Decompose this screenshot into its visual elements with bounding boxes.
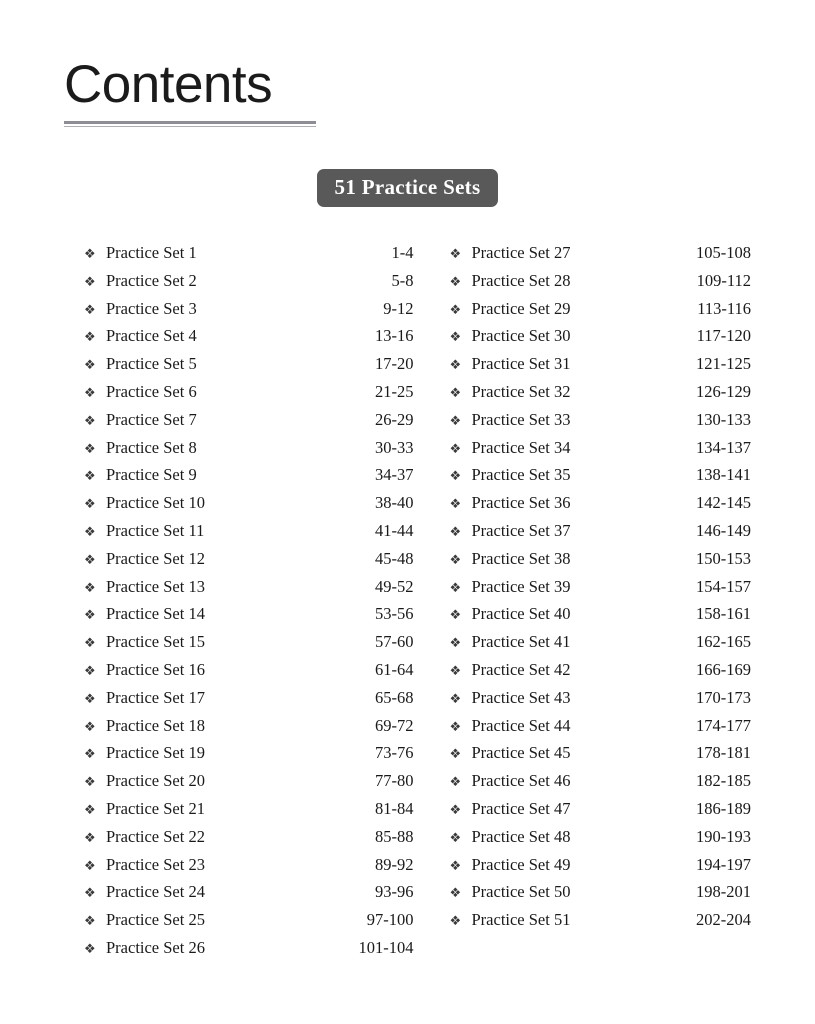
toc-entry-pages: 162-165: [696, 632, 751, 652]
toc-entry-label: Practice Set 19: [106, 743, 205, 763]
toc-entry-pages: 38-40: [375, 493, 414, 513]
toc-entry[interactable]: [450, 632, 760, 660]
toc-entry-label: Practice Set 18: [106, 715, 205, 735]
toc-entry-label: Practice Set 42: [471, 659, 571, 679]
toc-entry[interactable]: [84, 410, 422, 438]
toc-entry[interactable]: [84, 716, 422, 744]
toc-entry-pages: 77-80: [375, 771, 414, 791]
diamond-bullet-icon: ❖: [84, 635, 96, 651]
toc-entry[interactable]: [84, 493, 422, 521]
toc-entry-pages: 202-204: [696, 910, 751, 930]
toc-entry[interactable]: [450, 271, 760, 299]
toc-entry-label: Practice Set 39: [471, 576, 571, 596]
diamond-bullet-icon: ❖: [449, 662, 462, 678]
toc-entry-pages: 73-76: [375, 743, 414, 763]
toc-entry-label: Practice Set 26: [106, 937, 205, 957]
toc-entry-pages: 65-68: [375, 687, 414, 707]
diamond-bullet-icon: ❖: [84, 329, 96, 345]
toc-entry-label: Practice Set 29: [471, 298, 571, 318]
toc-entry[interactable]: [450, 438, 760, 466]
toc-entry-pages: 45-48: [375, 548, 414, 568]
toc-entry-label: Practice Set 46: [471, 771, 571, 791]
toc-entry[interactable]: [450, 771, 760, 799]
diamond-bullet-icon: ❖: [449, 857, 462, 873]
diamond-bullet-icon: ❖: [449, 690, 462, 706]
diamond-bullet-icon: ❖: [84, 857, 96, 873]
toc-entry-pages: 186-189: [696, 798, 751, 818]
diamond-bullet-icon: ❖: [84, 579, 96, 595]
toc-entry[interactable]: [450, 354, 760, 382]
toc-entry-pages: 150-153: [696, 548, 751, 568]
page-title: Contents: [64, 55, 273, 114]
diamond-bullet-icon: ❖: [449, 774, 462, 790]
diamond-bullet-icon: ❖: [449, 885, 462, 901]
toc-entry[interactable]: [84, 632, 422, 660]
toc-entry-label: Practice Set 37: [471, 520, 571, 540]
toc-entry[interactable]: [84, 243, 422, 271]
diamond-bullet-icon: ❖: [449, 246, 462, 261]
toc-entry-label: Practice Set 16: [106, 659, 205, 679]
toc-entry[interactable]: [84, 549, 422, 577]
toc-entry-pages: 170-173: [696, 687, 751, 707]
diamond-bullet-icon: ❖: [449, 607, 462, 623]
toc-entry-pages: 178-181: [696, 743, 751, 763]
toc-entry-pages: 101-104: [358, 937, 414, 957]
table-of-contents: [0, 243, 815, 966]
toc-entry-pages: 93-96: [375, 882, 414, 902]
toc-entry[interactable]: [450, 410, 760, 438]
diamond-bullet-icon: ❖: [449, 496, 462, 512]
diamond-bullet-icon: ❖: [84, 523, 96, 539]
toc-entry[interactable]: [450, 521, 760, 549]
toc-entry[interactable]: [84, 660, 422, 688]
toc-entry-pages: 1-4: [391, 243, 414, 262]
toc-entry-pages: 117-120: [696, 326, 751, 346]
toc-entry[interactable]: [84, 799, 422, 827]
section-heading-badge: 51 Practice Sets: [317, 169, 499, 207]
toc-entry-pages: 138-141: [696, 465, 751, 485]
diamond-bullet-icon: ❖: [84, 746, 96, 762]
toc-entry-label: Practice Set 15: [106, 632, 205, 652]
diamond-bullet-icon: ❖: [449, 273, 462, 289]
diamond-bullet-icon: ❖: [449, 718, 462, 734]
toc-entry[interactable]: [450, 855, 760, 883]
title-block: [0, 0, 815, 127]
diamond-bullet-icon: ❖: [449, 384, 462, 400]
toc-entry-pages: 134-137: [696, 437, 751, 457]
toc-entry-label: Practice Set 17: [106, 687, 205, 707]
toc-entry-pages: 49-52: [375, 576, 414, 596]
toc-entry-label: Practice Set 4: [106, 326, 197, 346]
toc-entry[interactable]: [450, 827, 760, 855]
title-underline-thin: [64, 126, 316, 127]
toc-entry-pages: 89-92: [375, 854, 414, 874]
toc-entry-pages: 57-60: [375, 632, 414, 652]
toc-entry-label: Practice Set 22: [106, 826, 205, 846]
diamond-bullet-icon: ❖: [84, 246, 96, 261]
toc-column-right: [422, 243, 760, 966]
toc-entry[interactable]: [450, 299, 760, 327]
toc-entry[interactable]: [84, 271, 422, 299]
toc-entry-label: Practice Set 28: [471, 270, 571, 290]
title-underline: [64, 121, 316, 127]
diamond-bullet-icon: ❖: [449, 829, 462, 845]
toc-entry-pages: 158-161: [696, 604, 751, 624]
toc-entry-pages: 41-44: [375, 520, 414, 540]
diamond-bullet-icon: ❖: [84, 885, 96, 901]
toc-entry-pages: 182-185: [696, 771, 751, 791]
toc-entry[interactable]: [84, 882, 422, 910]
diamond-bullet-icon: ❖: [84, 440, 96, 456]
toc-entry-label: Practice Set 24: [106, 882, 205, 902]
toc-entry[interactable]: [450, 882, 760, 910]
toc-entry-label: Practice Set 9: [106, 465, 197, 485]
toc-entry-pages: 26-29: [375, 409, 414, 429]
toc-entry[interactable]: [84, 521, 422, 549]
toc-entry-label: Practice Set 23: [106, 854, 205, 874]
toc-entry[interactable]: [450, 910, 760, 938]
section-heading-row: [0, 169, 815, 207]
toc-entry[interactable]: [450, 465, 760, 493]
toc-entry-pages: 105-108: [696, 243, 751, 262]
toc-entry-label: Practice Set 36: [471, 493, 571, 513]
diamond-bullet-icon: ❖: [84, 718, 96, 734]
toc-entry[interactable]: [84, 604, 422, 632]
toc-entry-pages: 194-197: [696, 854, 751, 874]
toc-entry-label: Practice Set 14: [106, 604, 205, 624]
toc-entry-label: Practice Set 51: [471, 910, 571, 930]
toc-entry[interactable]: [84, 326, 422, 354]
diamond-bullet-icon: ❖: [449, 468, 462, 484]
diamond-bullet-icon: ❖: [84, 468, 96, 484]
toc-entry-pages: 174-177: [696, 715, 751, 735]
diamond-bullet-icon: ❖: [449, 412, 462, 428]
toc-entry[interactable]: [450, 743, 760, 771]
toc-entry-label: Practice Set 50: [471, 882, 571, 902]
diamond-bullet-icon: ❖: [449, 301, 462, 317]
toc-entry-pages: 13-16: [375, 326, 414, 346]
toc-entry-pages: 113-116: [697, 298, 751, 318]
toc-entry-label: Practice Set 40: [471, 604, 571, 624]
toc-entry[interactable]: [450, 326, 760, 354]
toc-entry-label: Practice Set 45: [471, 743, 571, 763]
toc-entry-label: Practice Set 27: [471, 243, 571, 262]
toc-entry-label: Practice Set 1: [106, 243, 197, 262]
toc-entry-label: Practice Set 13: [106, 576, 205, 596]
diamond-bullet-icon: ❖: [449, 913, 462, 929]
diamond-bullet-icon: ❖: [84, 273, 96, 289]
diamond-bullet-icon: ❖: [449, 635, 462, 651]
toc-entry-pages: 21-25: [375, 381, 414, 401]
toc-entry-label: Practice Set 33: [471, 409, 571, 429]
toc-entry-label: Practice Set 12: [106, 548, 205, 568]
diamond-bullet-icon: ❖: [449, 746, 462, 762]
toc-entry[interactable]: [84, 438, 422, 466]
diamond-bullet-icon: ❖: [84, 384, 96, 400]
toc-entry-pages: 126-129: [696, 381, 751, 401]
toc-entry-label: Practice Set 21: [106, 798, 205, 818]
toc-entry[interactable]: [84, 382, 422, 410]
toc-entry[interactable]: [84, 743, 422, 771]
diamond-bullet-icon: ❖: [84, 774, 96, 790]
toc-entry-pages: 53-56: [375, 604, 414, 624]
diamond-bullet-icon: ❖: [84, 690, 96, 706]
diamond-bullet-icon: ❖: [449, 551, 462, 567]
toc-entry-label: Practice Set 6: [106, 381, 197, 401]
toc-entry-label: Practice Set 8: [106, 437, 197, 457]
diamond-bullet-icon: ❖: [84, 801, 96, 817]
toc-entry-pages: 146-149: [696, 520, 751, 540]
diamond-bullet-icon: ❖: [84, 662, 96, 678]
toc-entry-pages: 130-133: [696, 409, 751, 429]
toc-entry-pages: 109-112: [696, 270, 751, 290]
diamond-bullet-icon: ❖: [84, 551, 96, 567]
toc-entry-label: Practice Set 10: [106, 493, 205, 513]
diamond-bullet-icon: ❖: [449, 801, 462, 817]
diamond-bullet-icon: ❖: [84, 412, 96, 428]
toc-entry[interactable]: [450, 688, 760, 716]
toc-entry-pages: 9-12: [383, 298, 414, 318]
diamond-bullet-icon: ❖: [84, 301, 96, 317]
toc-entry-pages: 61-64: [375, 659, 414, 679]
toc-entry[interactable]: [450, 660, 760, 688]
diamond-bullet-icon: ❖: [84, 496, 96, 512]
toc-entry-label: Practice Set 49: [471, 854, 571, 874]
toc-entry-label: Practice Set 2: [106, 270, 197, 290]
toc-entry-label: Practice Set 47: [471, 798, 571, 818]
toc-entry-label: Practice Set 31: [471, 354, 571, 374]
toc-entry-pages: 97-100: [366, 910, 414, 930]
toc-entry[interactable]: [84, 938, 422, 966]
diamond-bullet-icon: ❖: [449, 523, 462, 539]
toc-entry-label: Practice Set 34: [471, 437, 571, 457]
toc-entry[interactable]: [84, 577, 422, 605]
toc-entry-pages: 154-157: [696, 576, 751, 596]
toc-entry-pages: 85-88: [375, 826, 414, 846]
toc-entry-label: Practice Set 48: [471, 826, 571, 846]
toc-entry-pages: 34-37: [375, 465, 414, 485]
toc-entry-label: Practice Set 44: [471, 715, 571, 735]
toc-entry[interactable]: [84, 910, 422, 938]
toc-entry[interactable]: [450, 382, 760, 410]
toc-entry-label: Practice Set 3: [106, 298, 197, 318]
toc-entry-label: Practice Set 20: [106, 771, 205, 791]
toc-entry[interactable]: [84, 688, 422, 716]
toc-entry[interactable]: [450, 493, 760, 521]
toc-entry-label: Practice Set 35: [471, 465, 571, 485]
toc-entry-pages: 81-84: [375, 798, 414, 818]
toc-entry-label: Practice Set 41: [471, 632, 571, 652]
toc-entry-pages: 69-72: [375, 715, 414, 735]
diamond-bullet-icon: ❖: [449, 329, 462, 345]
toc-entry[interactable]: [84, 827, 422, 855]
diamond-bullet-icon: ❖: [84, 357, 96, 373]
toc-entry[interactable]: [450, 799, 760, 827]
toc-entry-pages: 190-193: [696, 826, 751, 846]
toc-entry[interactable]: [450, 716, 760, 744]
diamond-bullet-icon: ❖: [84, 940, 96, 956]
toc-entry-label: Practice Set 32: [471, 381, 571, 401]
toc-entry-pages: 121-125: [696, 354, 751, 374]
toc-entry-pages: 5-8: [391, 270, 414, 290]
diamond-bullet-icon: ❖: [84, 607, 96, 623]
toc-entry[interactable]: [84, 771, 422, 799]
toc-column-left: [84, 243, 422, 966]
toc-entry[interactable]: [450, 604, 760, 632]
toc-entry[interactable]: [84, 354, 422, 382]
toc-entry-label: Practice Set 43: [471, 687, 571, 707]
toc-entry-pages: 198-201: [696, 882, 751, 902]
toc-entry-label: Practice Set 38: [471, 548, 571, 568]
title-underline-thick: [64, 121, 316, 124]
diamond-bullet-icon: ❖: [449, 579, 462, 595]
toc-entry-pages: 30-33: [375, 437, 414, 457]
toc-entry-label: Practice Set 25: [106, 910, 205, 930]
toc-entry[interactable]: [84, 465, 422, 493]
toc-entry-label: Practice Set 11: [106, 520, 205, 540]
diamond-bullet-icon: ❖: [84, 829, 96, 845]
toc-entry[interactable]: [450, 577, 760, 605]
diamond-bullet-icon: ❖: [449, 357, 462, 373]
diamond-bullet-icon: ❖: [449, 440, 462, 456]
toc-entry-label: Practice Set 5: [106, 354, 197, 374]
toc-entry-label: Practice Set 7: [106, 409, 197, 429]
toc-entry-label: Practice Set 30: [471, 326, 571, 346]
toc-entry[interactable]: [84, 855, 422, 883]
toc-entry[interactable]: [450, 549, 760, 577]
toc-entry-pages: 17-20: [375, 354, 414, 374]
toc-entry-pages: 166-169: [696, 659, 751, 679]
toc-entry[interactable]: [84, 299, 422, 327]
toc-entry[interactable]: [450, 243, 760, 271]
diamond-bullet-icon: ❖: [84, 913, 96, 929]
toc-entry-pages: 142-145: [696, 493, 751, 513]
